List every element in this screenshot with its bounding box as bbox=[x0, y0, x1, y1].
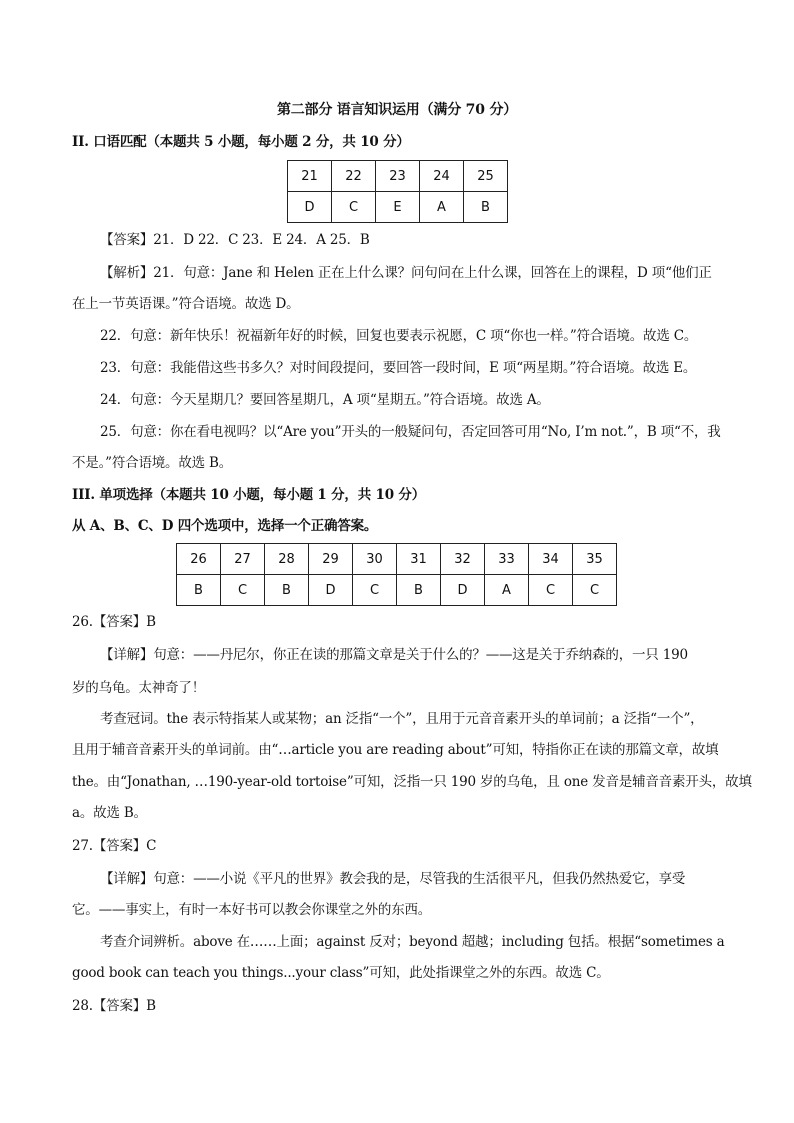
table-cell: B bbox=[397, 575, 441, 606]
paragraph-line: a。故选 B。 bbox=[72, 805, 147, 821]
table-cell: 33 bbox=[485, 544, 529, 575]
table-cell: 23 bbox=[376, 161, 420, 192]
paragraph-line: 【详解】句意：——丹尼尔，你正在读的那篇文章是关于什么的？——这是关于乔纳森的，一只 190 bbox=[100, 647, 688, 663]
table-cell: D bbox=[309, 575, 353, 606]
paragraph-line: 23．句意：我能借这些书多久？对时间段提问，要回答一段时间，E 项“两星期。”符合语境。故选 E。 bbox=[100, 360, 697, 376]
table-cell: 29 bbox=[309, 544, 353, 575]
table-cell: 30 bbox=[353, 544, 397, 575]
paragraph-line: 考查冠词。the 表示特指某人或某物；an 泛指“一个”，且用于元音音素开头的单词前；a 泛指“一个”， bbox=[100, 711, 704, 727]
table-cell: B bbox=[177, 575, 221, 606]
table-cell: 35 bbox=[573, 544, 617, 575]
table-cell: C bbox=[573, 575, 617, 606]
paragraph-line: the。由“Jonathan, …190-year-old tortoise”可知，泛指一只 190 岁的乌龟，且 one 发音是辅音音素开头，故填 bbox=[72, 774, 752, 790]
paragraph-line: 在上一节英语课。”符合语境。故选 D。 bbox=[72, 296, 300, 312]
table-cell: A bbox=[420, 192, 464, 223]
paragraph-line: 考查介词辨析。above 在……上面；against 反对；beyond 超越；including 包括。根据“sometimes a bbox=[100, 934, 725, 950]
table-cell: D bbox=[288, 192, 332, 223]
part2-answer-table bbox=[287, 160, 508, 223]
paragraph-line: good book can teach you things...your class”可知，此处指课堂之外的东西。故选 C。 bbox=[72, 965, 610, 981]
table-cell: 34 bbox=[529, 544, 573, 575]
table-row bbox=[177, 544, 617, 575]
table-cell: B bbox=[265, 575, 309, 606]
paragraph-line: 22．句意：新年快乐！祝福新年好的时候，回复也要表示祝愿，C 项“你也一样。”符合语境。故选 C。 bbox=[100, 328, 698, 344]
part3-heading: III. 单项选择（本题共 10 小题，每小题 1 分，共 10 分） bbox=[72, 487, 426, 503]
table-cell: 31 bbox=[397, 544, 441, 575]
paragraph-line: 岁的乌龟。太神奇了！ bbox=[72, 680, 205, 696]
paragraph-line: 24．句意：今天星期几？要回答星期几，A 项“星期五。”符合语境。故选 A。 bbox=[100, 392, 550, 408]
paragraph-line: 它。——事实上，有时一本好书可以教会你课堂之外的东西。 bbox=[72, 902, 432, 918]
table-cell: A bbox=[485, 575, 529, 606]
table-row bbox=[288, 192, 508, 223]
q28-answer: 28.【答案】B bbox=[72, 998, 156, 1014]
table-cell: 26 bbox=[177, 544, 221, 575]
table-cell: 24 bbox=[420, 161, 464, 192]
section-title: 第二部分 语言知识运用（满分 70 分） bbox=[276, 102, 518, 118]
table-cell: 22 bbox=[332, 161, 376, 192]
table-cell: 28 bbox=[265, 544, 309, 575]
table-row bbox=[177, 575, 617, 606]
table-cell: C bbox=[332, 192, 376, 223]
paragraph-line: 【详解】句意：——小说《平凡的世界》教会我的是，尽管我的生活很平凡，但我仍然热爱它，享受 bbox=[100, 871, 686, 887]
table-cell: C bbox=[353, 575, 397, 606]
part2-answer-line: 【答案】21．D 22．C 23．E 24．A 25．B bbox=[100, 232, 370, 248]
table-cell: C bbox=[529, 575, 573, 606]
table-row bbox=[288, 161, 508, 192]
q26-answer: 26.【答案】B bbox=[72, 614, 156, 630]
part3-instruction: 从 A、B、C、D 四个选项中，选择一个正确答案。 bbox=[72, 518, 378, 534]
table-cell: 21 bbox=[288, 161, 332, 192]
table-cell: 32 bbox=[441, 544, 485, 575]
part2-heading: II. 口语匹配（本题共 5 小题，每小题 2 分，共 10 分） bbox=[72, 134, 410, 150]
paragraph-line: 25．句意：你在看电视吗？以“Are you”开头的一般疑问句，否定回答可用“No, I’m not.”，B 项“不，我 bbox=[100, 424, 721, 440]
table-cell: 27 bbox=[221, 544, 265, 575]
table-cell: B bbox=[464, 192, 508, 223]
part3-answer-table bbox=[176, 543, 617, 606]
table-cell: 25 bbox=[464, 161, 508, 192]
q27-answer: 27.【答案】C bbox=[72, 838, 157, 854]
table-cell: E bbox=[376, 192, 420, 223]
paragraph-line: 不是。”符合语境。故选 B。 bbox=[72, 455, 233, 471]
paragraph-line: 【解析】21．句意：Jane 和 Helen 正在上什么课？问句问在上什么课，回答在上的课程，D 项“他们正 bbox=[100, 265, 712, 281]
paragraph-line: 且用于辅音音素开头的单词前。由“…article you are reading about”可知，特指你正在读的那篇文章，故填 bbox=[72, 742, 719, 758]
table-cell: C bbox=[221, 575, 265, 606]
table-cell: D bbox=[441, 575, 485, 606]
